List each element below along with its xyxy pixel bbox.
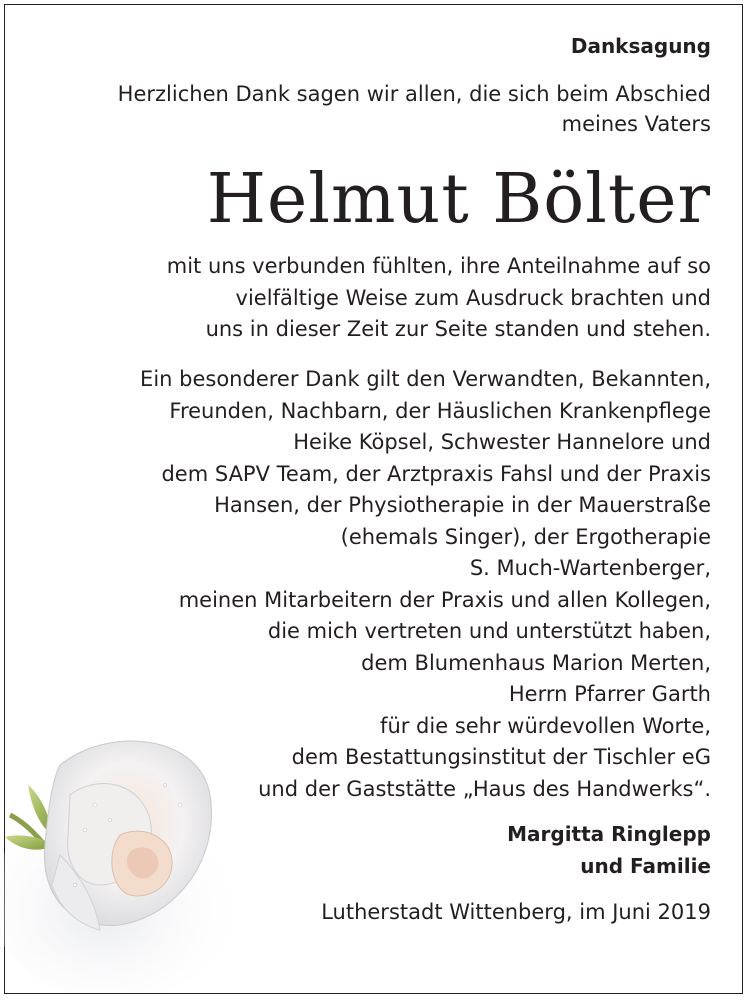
text-line: für die sehr würdevollen Worte, (380, 713, 711, 738)
intro-line: meines Vaters (561, 112, 711, 136)
text-line: Ein besonderer Dank gilt den Verwandten, Bekannten, (140, 367, 711, 391)
signature-line: Margitta Ringlepp (507, 822, 711, 846)
text-line: vielfältige Weise zum Ausdruck brachten und (235, 285, 711, 310)
text-line: mit uns verbunden fühlten, ihre Anteilnahme auf so (166, 254, 711, 278)
text-line: dem Blumenhaus Marion Merten, (361, 650, 711, 675)
text-line: und der Gaststätte „Haus des Handwerks“. (258, 776, 711, 801)
text-line: Heike Köpsel, Schwester Hannelore und (293, 430, 711, 454)
text-line: meinen Mitarbeitern der Praxis und allen Kollegen, (178, 587, 711, 612)
deceased-name: Helmut Bölter (206, 160, 711, 239)
thanks-paragraph-1 (167, 251, 711, 346)
text-line: dem Bestattungsinstitut der Tischler eG (291, 745, 711, 769)
text-line: Hansen, der Physiotherapie in der Mauerstraße (214, 493, 711, 517)
notice-heading: Danksagung (570, 34, 711, 58)
text-line: uns in dieser Zeit zur Seite standen und stehen. (205, 317, 711, 341)
place-date: Lutherstadt Wittenberg, im Juni 2019 (321, 900, 711, 924)
text-line: Freunden, Nachbarn, der Häuslichen Krankenpflege (169, 398, 711, 423)
text-line: S. Much-Wartenberger, (469, 556, 711, 580)
text-line: dem SAPV Team, der Arztpraxis Fahsl und der Praxis (161, 461, 711, 486)
thanks-paragraph-2 (140, 364, 711, 805)
signature (507, 818, 711, 882)
intro-text (118, 79, 711, 139)
signature-line: und Familie (580, 854, 711, 878)
text-line: die mich vertreten und unterstützt haben, (267, 619, 711, 643)
text-line: Herrn Pfarrer Garth (508, 682, 711, 706)
text-line: (ehemals Singer), der Ergotherapie (340, 524, 711, 549)
intro-line: Herzlichen Dank sagen wir allen, die sich beim Abschied (117, 82, 711, 106)
